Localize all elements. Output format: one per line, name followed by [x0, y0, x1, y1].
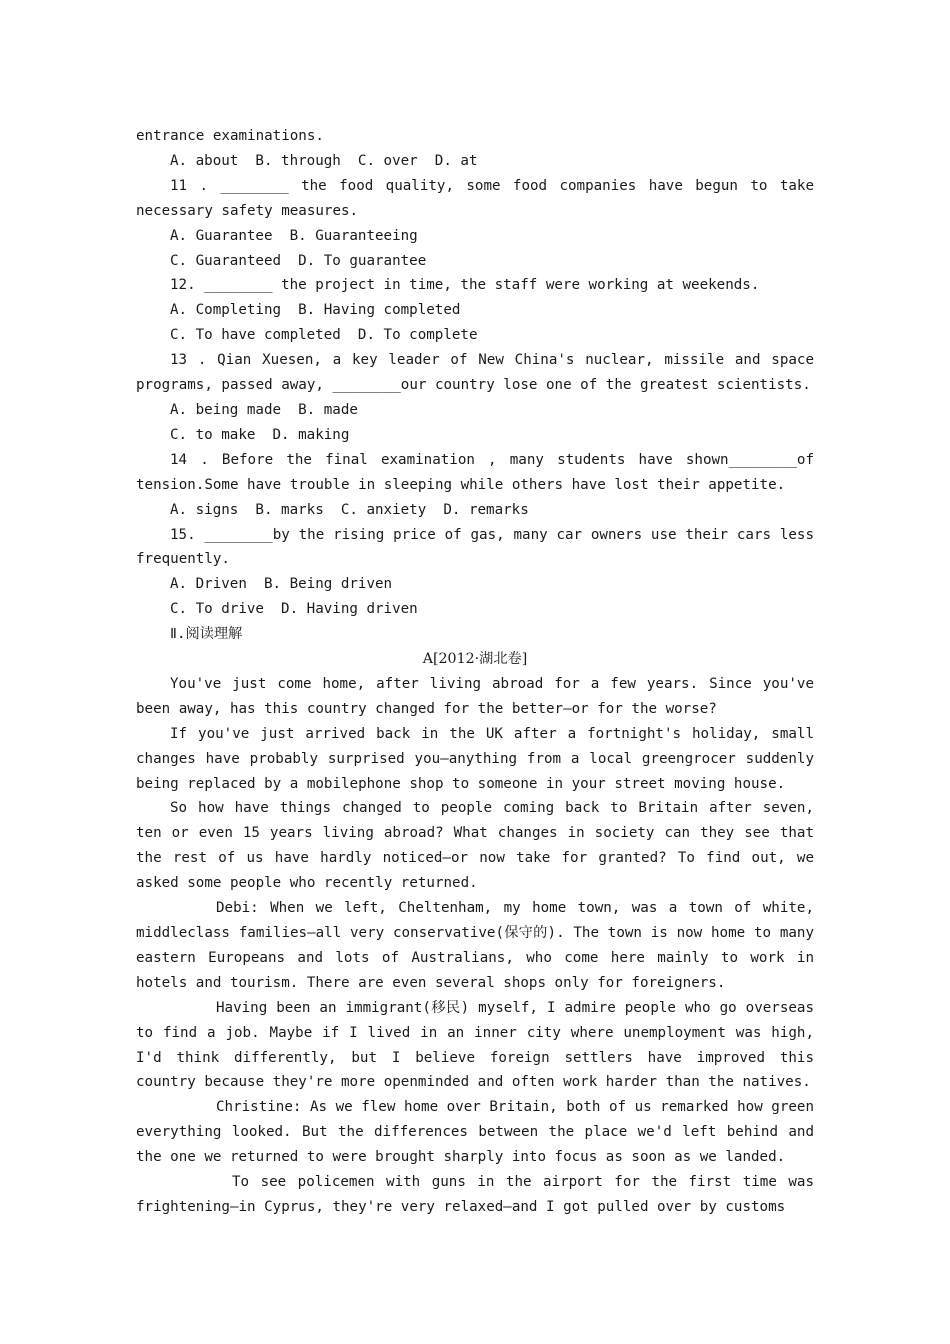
question-15: 15. ________by the rising price of gas, many car owners use their cars less frequently. [136, 526, 823, 568]
question-14-options: A. signs B. marks C. anxiety D. remarks [170, 501, 529, 518]
question-13-options-1: A. being made B. made [170, 401, 358, 418]
question-13-options-2: C. to make D. making [170, 426, 350, 443]
section-heading: Ⅱ.阅读理解 [170, 626, 243, 643]
question-12: 12. ________ the project in time, the staff were working at weekends. [170, 277, 760, 294]
question-13: 13 . Qian Xuesen, a key leader of New China's nuclear, missile and space programs, passed away, ________our country lose one of the greatest scientists. [136, 352, 823, 394]
passage-title: A[2012·湖北卷] [422, 651, 528, 668]
question-14: 14 . Before the final examination , many students have shown________of tension.Some have trouble in sleeping while others have lost their appetite. [136, 451, 823, 493]
passage-paragraph-immigrant: Having been an immigrant(移民) myself, I admire people who go overseas to find a job. Maybe if I lived in an inner city where unemployment was high, I'd think differently, but I believe foreign settlers have improved this country because they're more openminded and often work harder than the natives. [136, 999, 823, 1091]
passage-paragraph-1: You've just come home, after living abroad for a few years. Since you've been away, has this country changed for the better—or for the worse? [136, 675, 823, 717]
question-15-options-2: C. To drive D. Having driven [170, 601, 418, 618]
question-10-options: A. about B. through C. over D. at [170, 152, 478, 169]
passage-paragraph-2: If you've just arrived back in the UK after a fortnight's holiday, small changes have probably surprised you—anything from a local greengrocer suddenly being replaced by a mobilephone shop to someone in your street moving house. [136, 725, 823, 792]
question-11-options-2: C. Guaranteed D. To guarantee [170, 252, 427, 269]
passage-paragraph-debi: Debi: When we left, Cheltenham, my home town, was a town of white, middleclass families—all very conservative(保守的). The town is now home to many eastern Europeans and lots of Australians, who come here mainly to work in hotels and tourism. There are even several shops only for foreigners. [136, 900, 823, 991]
passage-paragraph-policemen: To see policemen with guns in the airport for the first time was frightening—in Cyprus, they're very relaxed—and I got pulled over by customs [136, 1174, 823, 1215]
passage-paragraph-christine: Christine: As we flew home over Britain, both of us remarked how green everything looked. But the differences between the place we'd left behind and the one we returned to were brought sharply into focus as soon as we landed. [136, 1099, 823, 1166]
question-12-options-1: A. Completing B. Having completed [170, 302, 461, 319]
question-10-continuation: entrance examinations. [136, 128, 324, 144]
question-11-options-1: A. Guarantee B. Guaranteeing [170, 227, 418, 244]
question-15-options-1: A. Driven B. Being driven [170, 576, 393, 593]
passage-paragraph-3: So how have things changed to people coming back to Britain after seven, ten or even 15 years living abroad? What changes in society can they see that the rest of us have hardly noticed—or now take for granted? To find out, we asked some people who recently returned. [136, 800, 823, 892]
question-12-options-2: C. To have completed D. To complete [170, 327, 478, 344]
document-page [136, 124, 823, 1220]
question-11: 11 . ________ the food quality, some food companies have begun to take necessary safety measures. [136, 177, 823, 219]
